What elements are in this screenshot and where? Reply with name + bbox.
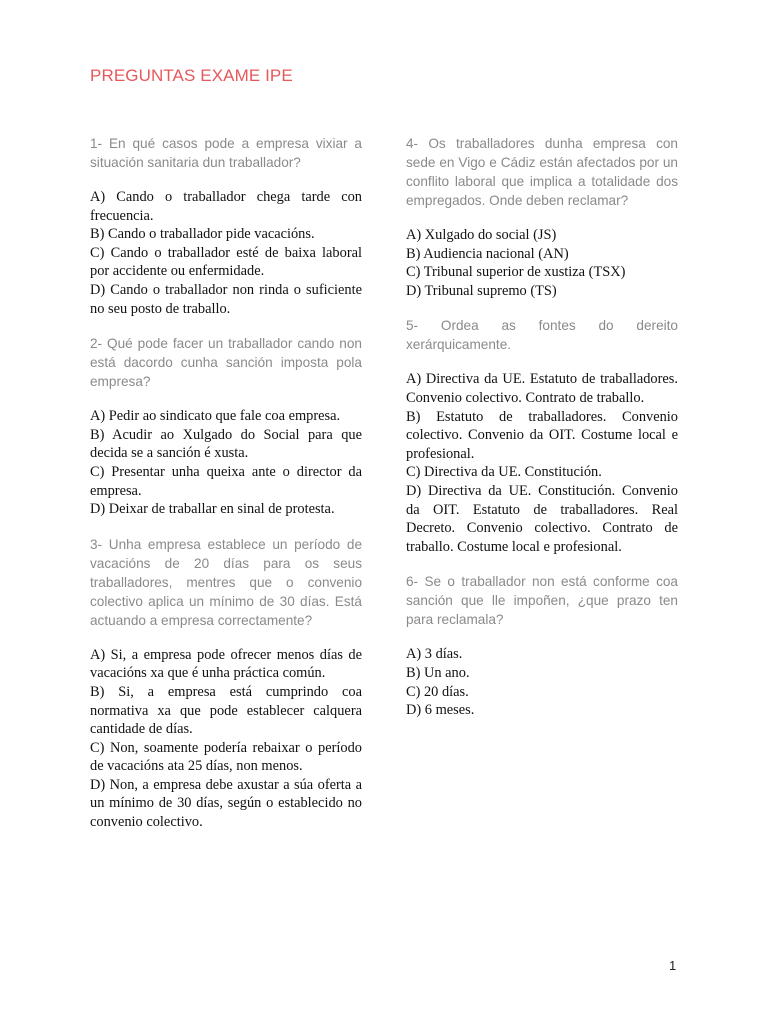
question-4-option-c: C) Tribunal superior de xustiza (TSX) <box>406 264 626 281</box>
question-1-option-d: D) Cando o traballador non rinda o suficiente no seu posto de traballo. <box>90 281 362 317</box>
question-4-text: 4- Os traballadores dunha empresa con sede en Vigo e Cádiz están afectados por un conflito laboral que implica a totalidade dos empregados. Onde deben reclamar? <box>406 136 678 208</box>
question-4 <box>406 134 678 300</box>
question-3-option-a: A) Si, a empresa pode ofrecer menos días de vacacións xa que é unha práctica común. <box>90 646 362 682</box>
question-6-option-a: A) 3 días. <box>406 646 463 663</box>
question-1 <box>90 134 362 318</box>
question-4-option-a: A) Xulgado do social (JS) <box>406 227 557 243</box>
question-6-option-b: B) Un ano. <box>406 664 470 681</box>
question-2-option-b: B) Acudir ao Xulgado do Social para que decida se a sanción é xusta. <box>90 426 362 462</box>
question-5-option-a: A) Directiva da UE. Estatuto de traballadores. Convenio colectivo. Contrato de traballo. <box>406 371 678 406</box>
right-column <box>406 134 678 736</box>
question-2-text: 2- Qué pode facer un traballador cando non está dacordo cunha sanción imposta pola empresa? <box>90 336 362 390</box>
question-1-option-a: A) Cando o traballador chega tarde con frecuencia. <box>90 189 362 224</box>
question-1-option-b: B) Cando o traballador pide vacacións. <box>90 226 315 243</box>
question-4-option-d: D) Tribunal supremo (TS) <box>406 282 557 299</box>
question-5 <box>406 316 678 556</box>
question-6-option-c: C) 20 días. <box>406 683 469 700</box>
question-5-text: 5- Ordea as fontes do dereito xerárquicamente. <box>406 318 678 353</box>
question-4-option-b: B) Audiencia nacional (AN) <box>406 245 569 262</box>
page-number: 1 <box>669 958 677 973</box>
question-1-option-c: C) Cando o traballador esté de baixa laboral por accidente ou enfermidade. <box>90 244 362 280</box>
question-3-option-b: B) Si, a empresa está cumprindo coa normativa xa que pode establecer calquera cantidade de días. <box>90 683 362 738</box>
question-3-option-c: C) Non, soamente podería rebaixar o período de vacacións ata 25 días, non menos. <box>90 739 362 775</box>
question-6-option-d: D) 6 meses. <box>406 702 475 719</box>
question-3-option-d: D) Non, a empresa debe axustar a súa oferta a un mínimo de 30 días, según o establecido no convenio colectivo. <box>90 776 362 831</box>
question-1-text: 1- En qué casos pode a empresa vixiar a situación sanitaria dun traballador? <box>90 136 362 170</box>
question-2-option-c: C) Presentar unha queixa ante o director da empresa. <box>90 463 362 499</box>
question-2 <box>90 334 362 519</box>
question-5-option-c: C) Directiva da UE. Constitución. <box>406 464 602 481</box>
page-title: PREGUNTAS EXAME IPE <box>90 66 293 85</box>
question-2-option-a: A) Pedir ao sindicato que fale coa empresa. <box>90 408 341 425</box>
question-3-text: 3- Unha empresa establece un período de vacacións de 20 días para os seus traballadores, mentres que o convenio colectivo aplica un mínimo de 30 días. Está actuando a empresa correctamente? <box>90 536 362 628</box>
question-3 <box>90 535 362 832</box>
left-column <box>90 134 362 848</box>
question-5-option-d: D) Directiva da UE. Constitución. Convenio da OIT. Estatuto de traballadores. Real Decreto. Convenio colectivo. Contrato de traballo. Costume local e profesional. <box>406 482 678 555</box>
question-6-text: 6- Se o traballador non está conforme coa sanción que lle impoñen, ¿que prazo ten para reclamala? <box>406 574 678 628</box>
question-5-option-b: B) Estatuto de traballadores. Convenio colectivo. Convenio da OIT. Costume local e profesional. <box>406 408 678 462</box>
question-2-option-d: D) Deixar de traballar en sinal de protesta. <box>90 501 335 518</box>
question-6 <box>406 572 678 719</box>
